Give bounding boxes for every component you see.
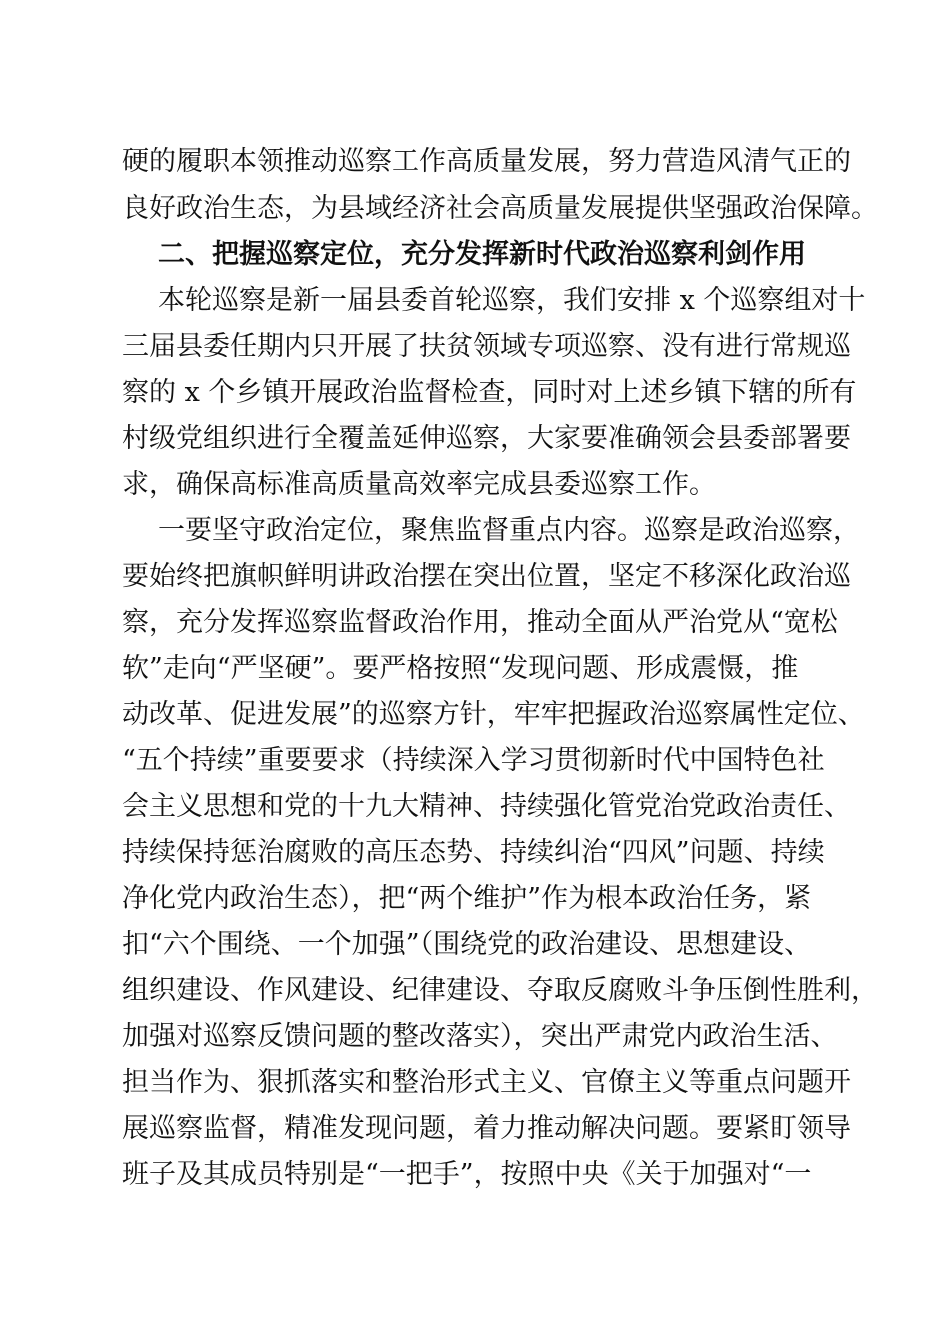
text-line xyxy=(0,322,950,372)
line-text: 村级党组织进行全覆盖延伸巡察，大家要准确领会县委部署要 xyxy=(122,423,851,454)
text-line xyxy=(0,460,950,510)
text-line xyxy=(0,920,950,970)
text-line xyxy=(0,137,950,187)
section-heading xyxy=(0,230,950,280)
text-line xyxy=(0,1150,950,1200)
line-text: 展巡察监督，精准发现问题，着力推动解决问题。要紧盯领导 xyxy=(122,1113,851,1144)
line-text: 组织建设、作风建设、纪律建设、夺取反腐败斗争压倒性胜利， xyxy=(122,975,878,1006)
line-text: “五个持续”重要要求（持续深入学习贯彻新时代中国特色社 xyxy=(122,745,825,776)
text-line xyxy=(0,1058,950,1108)
text-line xyxy=(0,736,950,786)
text-line xyxy=(0,782,950,832)
line-text: 硬的履职本领推动巡察工作高质量发展，努力营造风清气正的 xyxy=(122,146,851,177)
line-text: 净化党内政治生态），把“两个维护”作为根本政治任务，紧 xyxy=(122,883,812,914)
line-text: 本轮巡察是新一届县委首轮巡察，我们安排 x 个巡察组对十 xyxy=(158,285,866,316)
line-text: 扣“六个围绕、一个加强”（围绕党的政治建设、思想建设、 xyxy=(122,929,812,960)
line-text: 要始终把旗帜鲜明讲政治摆在突出位置，坚定不移深化政治巡 xyxy=(122,561,851,592)
text-line xyxy=(0,368,950,418)
line-text: 察的 x 个乡镇开展政治监督检查，同时对上述乡镇下辖的所有 xyxy=(122,377,857,408)
line-text: 担当作为、狠抓落实和整治形式主义、官僚主义等重点问题开 xyxy=(122,1067,851,1098)
text-line xyxy=(0,506,950,556)
line-text: 察，充分发挥巡察监督政治作用，推动全面从严治党从“宽松 xyxy=(122,607,838,638)
text-line xyxy=(0,598,950,648)
line-text: 求，确保高标准高质量高效率完成县委巡察工作。 xyxy=(122,469,716,500)
line-text: 持续保持惩治腐败的高压态势、持续纠治“四风”问题、持续 xyxy=(122,837,825,868)
text-line xyxy=(0,276,950,326)
text-line xyxy=(0,966,950,1016)
heading-text: 二、把握巡察定位，充分发挥新时代政治巡察利剑作用 xyxy=(158,239,806,270)
line-text: 加强对巡察反馈问题的整改落实），突出严肃党内政治生活、 xyxy=(122,1021,838,1052)
text-line xyxy=(0,1012,950,1062)
text-line xyxy=(0,1104,950,1154)
line-text: 班子及其成员特别是“一把手”，按照中央《关于加强对“一 xyxy=(122,1159,812,1190)
text-line xyxy=(0,874,950,924)
line-text: 一要坚守政治定位，聚焦监督重点内容。巡察是政治巡察， xyxy=(158,515,860,546)
text-line xyxy=(0,552,950,602)
line-text: 动改革、促进发展”的巡察方针，牢牢把握政治巡察属性定位、 xyxy=(122,699,865,730)
text-line xyxy=(0,414,950,464)
line-text: 会主义思想和党的十九大精神、持续强化管党治党政治责任、 xyxy=(122,791,851,822)
line-text: 软”走向“严坚硬”。要严格按照“发现问题、形成震慑，推 xyxy=(122,653,799,684)
text-line xyxy=(0,184,950,234)
line-text: 三届县委任期内只开展了扶贫领域专项巡察、没有进行常规巡 xyxy=(122,331,851,362)
line-text: 良好政治生态，为县域经济社会高质量发展提供坚强政治保障。 xyxy=(122,193,878,224)
text-line xyxy=(0,644,950,694)
text-line xyxy=(0,828,950,878)
text-line xyxy=(0,690,950,740)
